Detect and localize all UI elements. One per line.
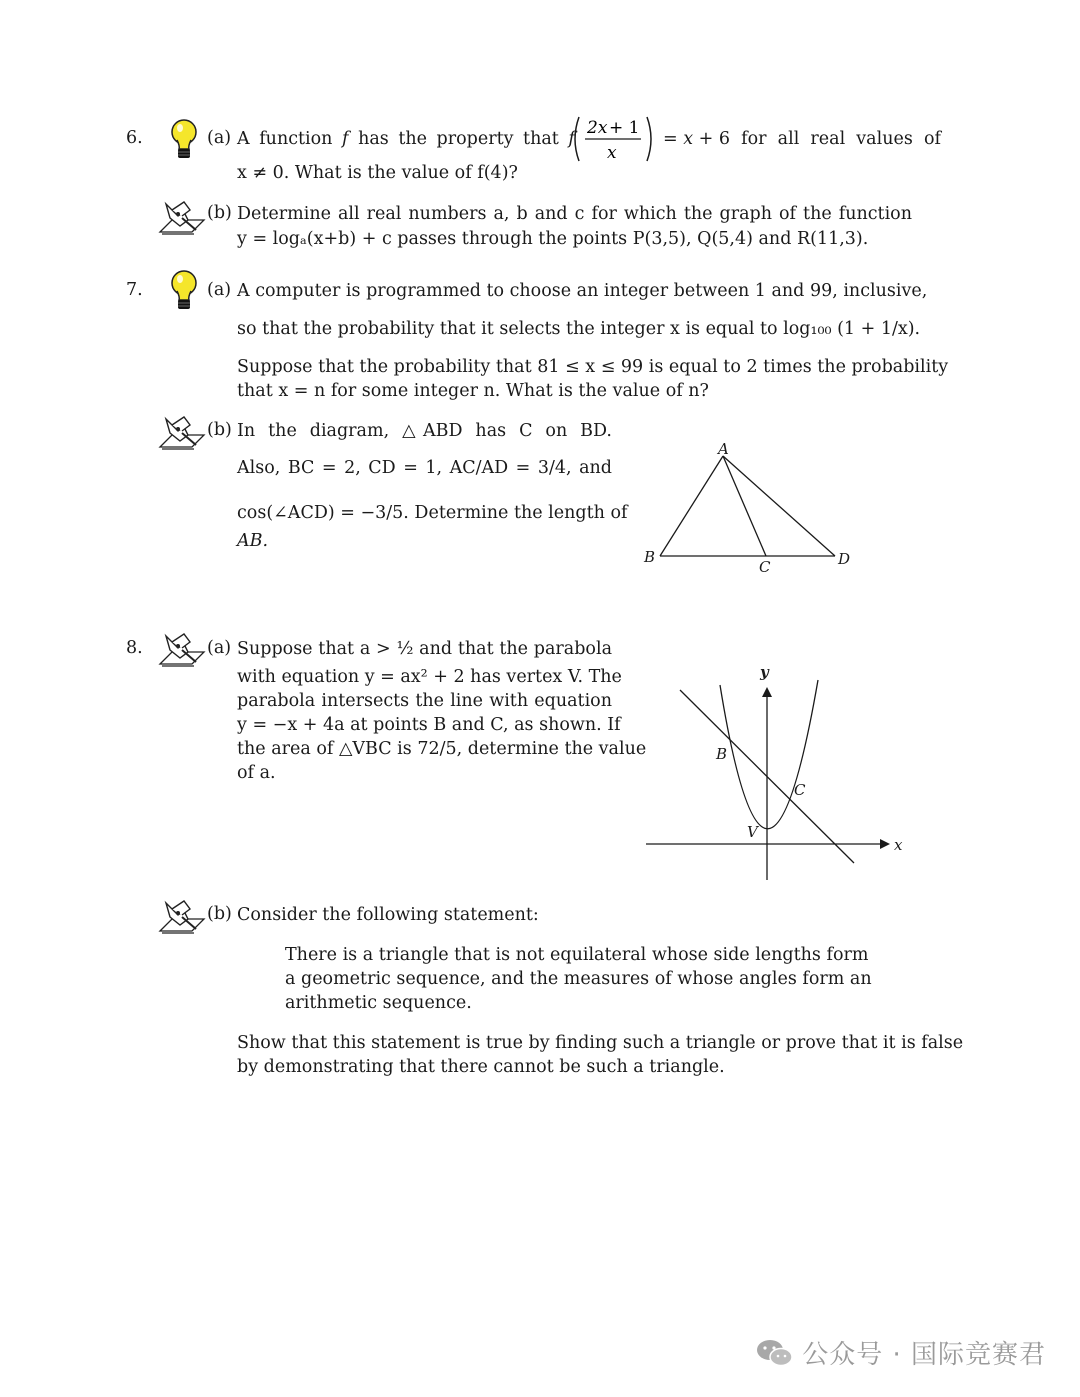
q7b-line1: In the diagram, △ABD has C on BD. bbox=[237, 421, 612, 441]
q7a-line2: so that the probability that it selects the integer x is equal to log₁₀₀ (1 + 1/x). bbox=[237, 319, 921, 339]
q7a-line3: Suppose that the probability that 81 ≤ x ≤ 99 is equal to 2 times the probability bbox=[237, 357, 949, 377]
side-ab bbox=[660, 456, 723, 556]
question-number-6: 6. bbox=[126, 128, 143, 148]
hand-writing-icon bbox=[158, 413, 206, 453]
label-c: C bbox=[794, 781, 806, 799]
part-marker-8a: (a) bbox=[207, 638, 232, 658]
q6a-line2: x ≠ 0. What is the value of f(4)? bbox=[237, 163, 518, 183]
label-x: x bbox=[894, 836, 903, 854]
part-marker-6a: (a) bbox=[207, 128, 232, 148]
q8a-line3: parabola intersects the line with equation bbox=[237, 691, 612, 711]
watermark bbox=[756, 1334, 1046, 1371]
wechat-icon bbox=[756, 1338, 794, 1368]
q8a-line5: the area of △VBC is 72/5, determine the value bbox=[237, 739, 647, 759]
question-number-7: 7. bbox=[126, 280, 143, 300]
q7b-line3: cos(∠ACD) = −3/5. Determine the length of bbox=[237, 503, 628, 523]
parabola-curve bbox=[720, 680, 818, 829]
part-marker-8b: (b) bbox=[207, 904, 232, 924]
label-a: A bbox=[718, 440, 729, 458]
part-marker-7b: (b) bbox=[207, 420, 232, 440]
label-d: D bbox=[838, 550, 851, 568]
q8a-line6: of a. bbox=[237, 763, 276, 783]
q7a-line4: that x = n for some integer n. What is the value of n? bbox=[237, 381, 709, 401]
part-marker-6b: (b) bbox=[207, 203, 232, 223]
parabola-line-diagram bbox=[640, 655, 910, 885]
svg-text:+ 1: + 1 bbox=[609, 118, 640, 138]
q8b-quote1: There is a triangle that is not equilateral whose side lengths form bbox=[285, 945, 869, 965]
label-b: B bbox=[716, 745, 728, 763]
label-v: V bbox=[747, 823, 758, 841]
question-number-8: 8. bbox=[126, 638, 143, 658]
watermark-text: 公众号 · 国际竞赛君 bbox=[802, 1340, 1046, 1370]
side-ad bbox=[723, 456, 835, 556]
label-y: y bbox=[760, 663, 769, 681]
q7b-line4: AB. bbox=[237, 531, 269, 551]
q8b-line3: by demonstrating that there cannot be such a triangle. bbox=[237, 1057, 725, 1077]
svg-text:2x: 2x bbox=[587, 118, 608, 138]
label-c: C bbox=[759, 558, 771, 576]
part-marker-7a: (a) bbox=[207, 280, 232, 300]
q7b-line2: Also, BC = 2, CD = 1, AC/AD = 3/4, and bbox=[237, 458, 612, 478]
hand-writing-icon bbox=[158, 198, 206, 238]
hand-writing-icon bbox=[158, 897, 206, 937]
q8b-quote3: arithmetic sequence. bbox=[285, 993, 472, 1013]
q8b-line2: Show that this statement is true by finding such a triangle or prove that it is false bbox=[237, 1033, 964, 1053]
fraction-2x-plus-1-over-x bbox=[569, 113, 659, 165]
q8a-line4: y = −x + 4a at points B and C, as shown. If bbox=[237, 715, 621, 735]
svg-text:x: x bbox=[607, 143, 617, 163]
segment-ac bbox=[723, 456, 766, 556]
label-b: B bbox=[644, 548, 656, 566]
q6b-line1: Determine all real numbers a, b and c for which the graph of the function bbox=[237, 204, 912, 224]
q8b-quote2: a geometric sequence, and the measures of whose angles form an bbox=[285, 969, 872, 989]
triangle-abd-diagram bbox=[640, 436, 860, 576]
y-axis-arrow bbox=[762, 687, 772, 697]
q8a-line1: Suppose that a > ½ and that the parabola bbox=[237, 639, 612, 659]
lightbulb-icon bbox=[168, 269, 202, 313]
q7a-line1: A computer is programmed to choose an integer between 1 and 99, inclusive, bbox=[237, 281, 928, 301]
hand-writing-icon bbox=[158, 630, 206, 670]
q8a-line2: with equation y = ax² + 2 has vertex V. The bbox=[237, 667, 622, 687]
lightbulb-icon bbox=[168, 118, 202, 162]
x-axis-arrow bbox=[880, 839, 890, 849]
q6b-line2: y = logₐ(x+b) + c passes through the points P(3,5), Q(5,4) and R(11,3). bbox=[237, 229, 869, 249]
q8b-line1: Consider the following statement: bbox=[237, 905, 539, 925]
